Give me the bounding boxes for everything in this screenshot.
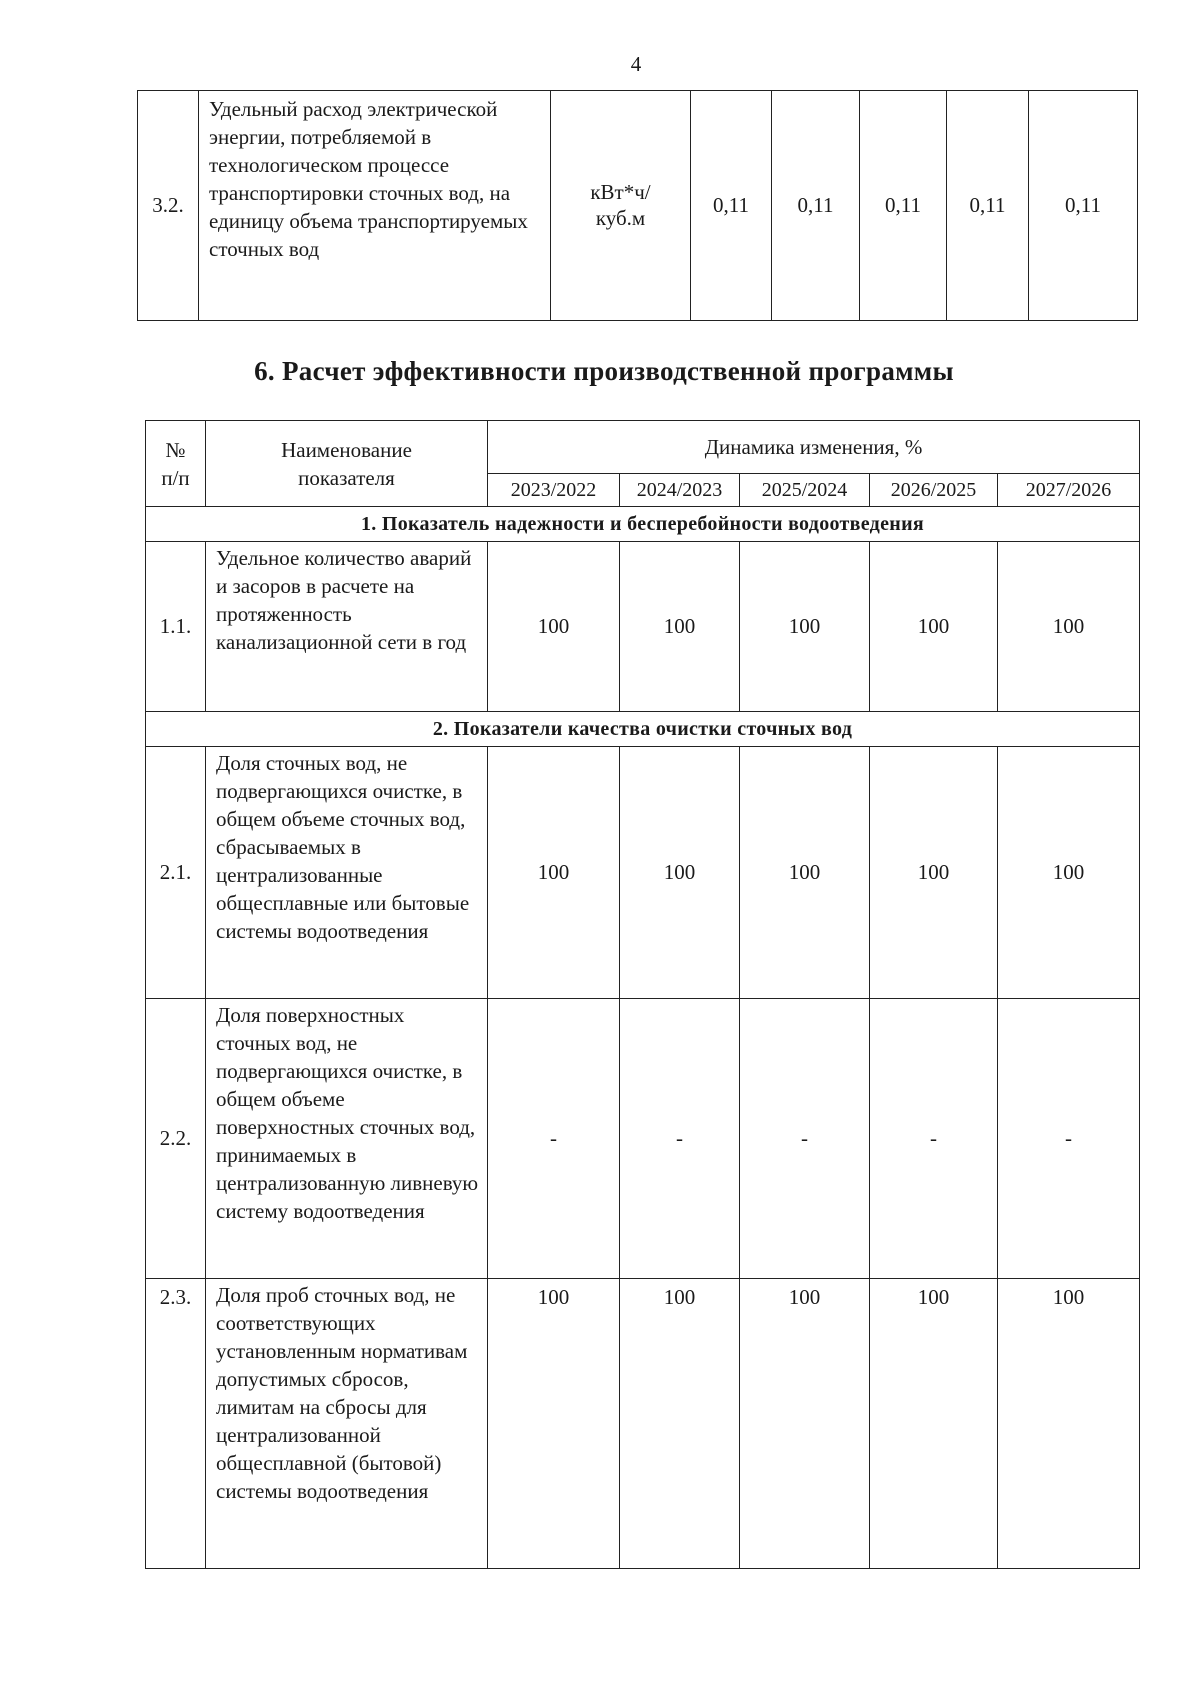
table-row — [138, 91, 1138, 321]
value-cell: 100 — [620, 747, 740, 999]
header-number-line: № — [165, 437, 186, 462]
value-cell: 100 — [620, 542, 740, 712]
value-cell: 100 — [998, 747, 1140, 999]
indicator-name: Доля проб сточных вод, не соответствующих установленным нормативам допустимых сбросов, лимитам на сбросы для централизованной общесплавной (бытовой) системы водоотведения — [206, 1279, 488, 1569]
table-row — [146, 542, 1140, 712]
table-row — [146, 999, 1140, 1279]
row-number: 3.2. — [138, 91, 199, 321]
indicator-name: Доля сточных вод, не подвергающихся очистке, в общем объеме сточных вод, сбрасываемых в централизованные общесплавные или бытовые системы водоотведения — [206, 747, 488, 999]
value-cell: 0,11 — [691, 91, 772, 321]
year-header: 2026/2025 — [870, 474, 998, 507]
energy-table — [137, 90, 1138, 321]
group-row — [146, 712, 1140, 747]
indicator-name: Удельный расход электрической энергии, потребляемой в технологическом процессе транспортировки сточных вод, на единицу объема транспортируемых сточных вод — [199, 91, 551, 321]
value-cell: 100 — [740, 542, 870, 712]
header-number — [146, 421, 206, 507]
header-name-line: Наименование — [281, 437, 412, 462]
value-cell: 100 — [740, 1279, 870, 1569]
year-header: 2024/2023 — [620, 474, 740, 507]
header-name — [206, 421, 488, 507]
efficiency-table — [145, 420, 1140, 1569]
value-cell: 100 — [740, 747, 870, 999]
row-number: 2.3. — [146, 1279, 206, 1569]
value-cell: - — [620, 999, 740, 1279]
unit-line: куб.м — [595, 206, 646, 230]
header-dynamics: Динамика изменения, % — [488, 421, 1140, 474]
year-header: 2027/2026 — [998, 474, 1140, 507]
unit-cell — [551, 91, 691, 321]
value-cell: 0,11 — [947, 91, 1029, 321]
header-number-line: п/п — [161, 465, 190, 490]
group-title: 1. Показатель надежности и бесперебойности водоотведения — [146, 507, 1140, 542]
year-header: 2025/2024 — [740, 474, 870, 507]
value-cell: 100 — [870, 542, 998, 712]
page-number: 4 — [630, 52, 642, 76]
row-number: 2.2. — [146, 999, 206, 1279]
value-cell: 100 — [998, 542, 1140, 712]
value-cell: 100 — [870, 747, 998, 999]
value-cell: 100 — [488, 542, 620, 712]
value-cell: 100 — [998, 1279, 1140, 1569]
table-row — [146, 1279, 1140, 1569]
year-header: 2023/2022 — [488, 474, 620, 507]
indicator-name: Удельное количество аварий и засоров в расчете на протяженность канализационной сети в год — [206, 542, 488, 712]
header-row — [146, 421, 1140, 474]
value-cell: - — [870, 999, 998, 1279]
value-cell: 0,11 — [860, 91, 947, 321]
unit-line: кВт*ч/ — [590, 180, 651, 204]
value-cell: 100 — [870, 1279, 998, 1569]
value-cell: 100 — [488, 747, 620, 999]
value-cell: - — [488, 999, 620, 1279]
indicator-name: Доля поверхностных сточных вод, не подвергающихся очистке, в общем объеме поверхностных сточных вод, принимаемых в централизованную ливневую систему водоотведения — [206, 999, 488, 1279]
row-number: 1.1. — [146, 542, 206, 712]
table-row — [146, 747, 1140, 999]
row-number: 2.1. — [146, 747, 206, 999]
value-cell: 100 — [488, 1279, 620, 1569]
value-cell: 100 — [620, 1279, 740, 1569]
value-cell: - — [998, 999, 1140, 1279]
group-row — [146, 507, 1140, 542]
section-title: 6. Расчет эффективности производственной программы — [254, 356, 954, 386]
header-name-line: показателя — [298, 465, 395, 490]
value-cell: - — [740, 999, 870, 1279]
group-title: 2. Показатели качества очистки сточных вод — [146, 712, 1140, 747]
value-cell: 0,11 — [1029, 91, 1138, 321]
value-cell: 0,11 — [772, 91, 860, 321]
